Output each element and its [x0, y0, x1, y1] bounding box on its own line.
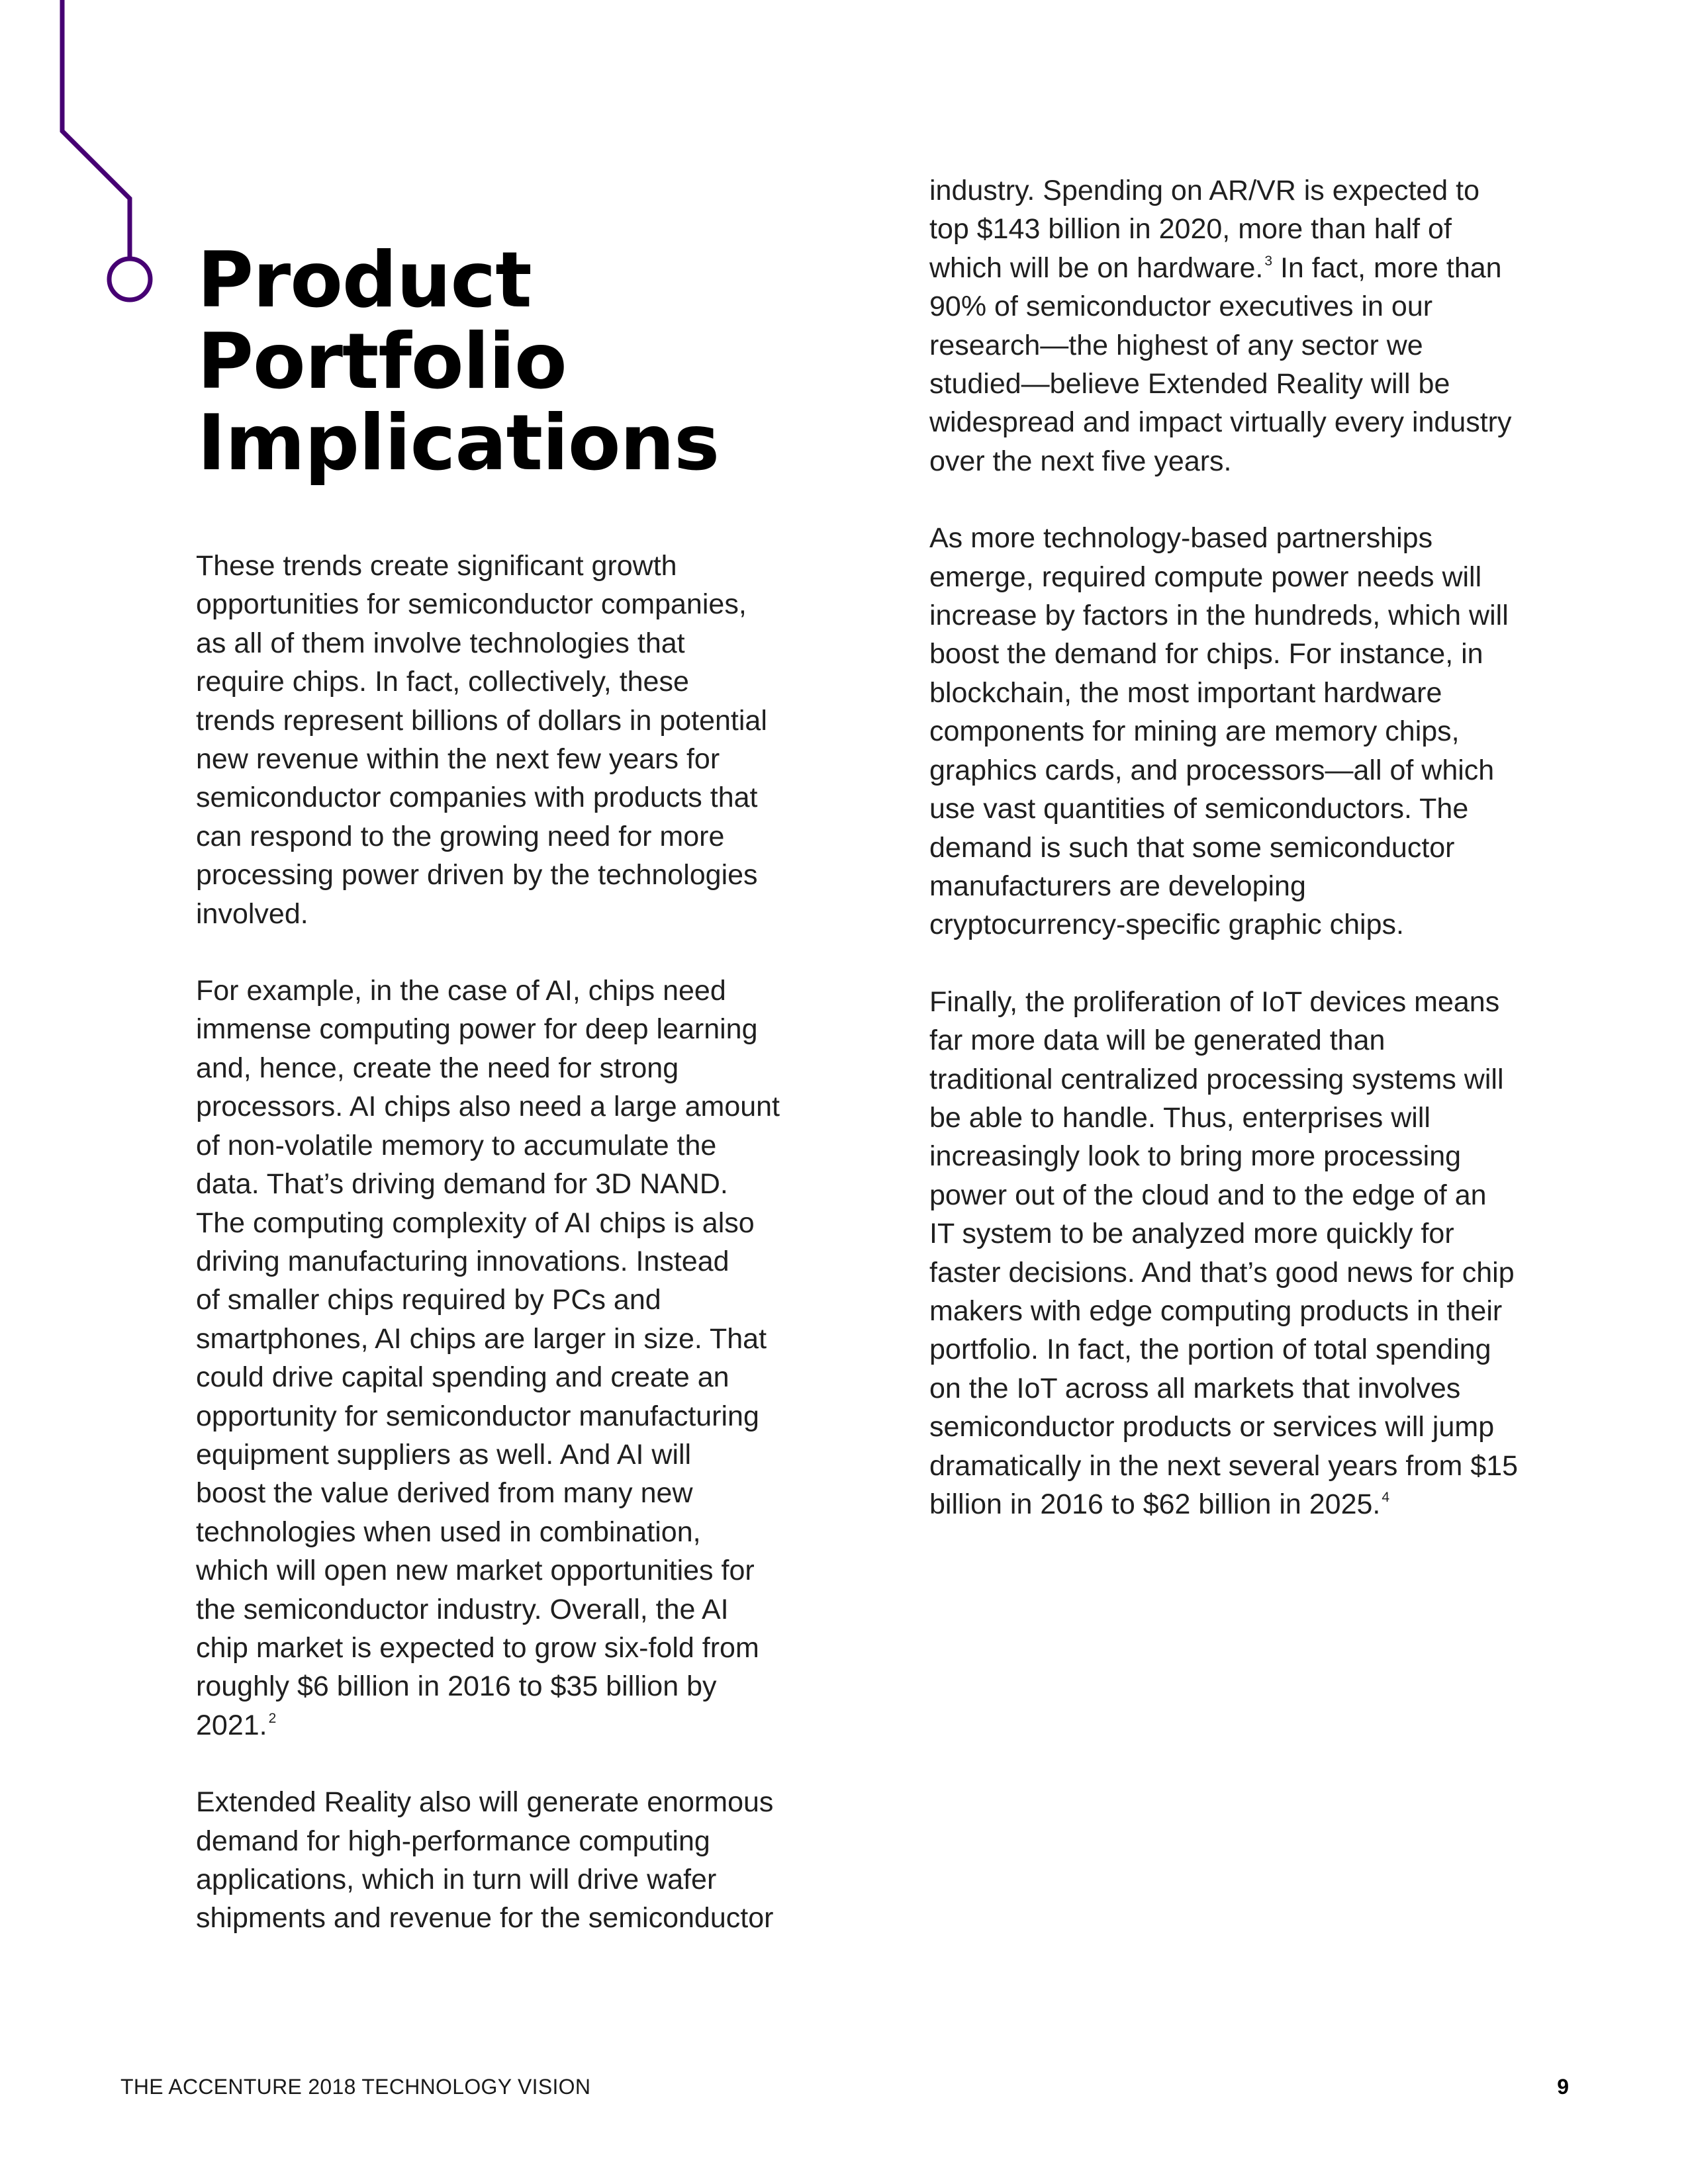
text-line: portfolio. In fact, the portion of total spending — [929, 1334, 1491, 1366]
text-line: top $143 billion in 2020, more than half of — [929, 213, 1452, 246]
text-line: manufacturers are developing — [929, 870, 1306, 902]
text-line: power out of the cloud and to the edge of an — [929, 1179, 1487, 1211]
circuit-node-icon — [109, 259, 150, 300]
paragraph-extended-reality — [196, 1783, 831, 1938]
text-line: dramatically in the next several years from $15 — [929, 1449, 1519, 1482]
text-line: far more data will be generated than — [929, 1024, 1385, 1057]
text-line: traditional centralized processing systems will — [929, 1063, 1504, 1095]
text-line: IT system to be analyzed more quickly for — [929, 1218, 1454, 1250]
text-line: As more technology-based partnerships — [929, 522, 1433, 555]
text-line-end: 2021. — [196, 1709, 267, 1741]
circuit-line-decoration — [0, 0, 172, 318]
text-line: demand is such that some semiconductor — [929, 831, 1455, 864]
text-line: of non-volatile memory to accumulate the — [196, 1129, 717, 1161]
text-line: emerge, required compute power needs will — [929, 561, 1482, 593]
text-line: smartphones, AI chips are larger in size. That — [196, 1322, 767, 1355]
text-line: boost the value derived from many new — [196, 1477, 693, 1510]
paragraph-iot-edge — [929, 983, 1565, 1524]
text-line: processing power driven by the technologies — [196, 859, 758, 891]
text-line: roughly $6 billion in 2016 to $35 billion by — [196, 1670, 717, 1703]
text-line: immense computing power for deep learning — [196, 1013, 758, 1046]
text-line: opportunities for semiconductor companies, — [196, 588, 747, 621]
text-line: applications, which in turn will drive wafer — [196, 1864, 717, 1895]
text-line: blockchain, the most important hardware — [929, 676, 1442, 709]
text-line: These trends create significant growth — [196, 550, 677, 582]
page-title — [197, 236, 793, 488]
text-line-end: billion in 2016 to $62 billion in 2025. — [929, 1488, 1381, 1520]
title-line: Product — [197, 236, 532, 325]
text-line: on the IoT across all markets that involves — [929, 1372, 1461, 1404]
text-line: cryptocurrency-specific graphic chips. — [929, 909, 1404, 941]
text-line: demand for high-performance computing — [196, 1825, 710, 1857]
text-line — [929, 249, 1565, 287]
circuit-line-icon — [62, 0, 130, 258]
text-line: use vast quantities of semiconductors. The — [929, 793, 1469, 825]
text-line: the semiconductor industry. Overall, the AI — [196, 1593, 729, 1625]
text-line: opportunity for semiconductor manufacturing — [196, 1400, 759, 1432]
paragraph-ai-chips — [196, 972, 831, 1745]
text-line: The computing complexity of AI chips is also — [196, 1206, 755, 1239]
page-number: 9 — [1557, 2075, 1569, 2099]
text-line: and, hence, create the need for strong — [196, 1052, 679, 1084]
text-line: faster decisions. And that’s good news for chip — [929, 1256, 1515, 1289]
text-line: involved. — [196, 897, 308, 930]
paragraph-ar-vr-spending — [929, 171, 1565, 480]
text-line: be able to handle. Thus, enterprises will — [929, 1101, 1430, 1134]
text-line: which will open new market opportunities for — [196, 1555, 755, 1587]
text-line: studied—believe Extended Reality will be — [929, 368, 1450, 400]
text-line: 90% of semiconductor executives in our — [929, 291, 1433, 323]
footnote-marker: 4 — [1382, 1490, 1390, 1505]
text-line: chip market is expected to grow six-fold from — [196, 1631, 759, 1664]
text-line: driving manufacturing innovations. Instead — [196, 1245, 729, 1277]
text-line: require chips. In fact, collectively, these — [196, 666, 689, 698]
text-line: could drive capital spending and create an — [196, 1361, 729, 1394]
right-column — [929, 171, 1565, 1562]
text-line: For example, in the case of AI, chips need — [196, 975, 726, 1007]
text-segment: which will be on hardware. — [929, 251, 1264, 284]
text-line: trends represent billions of dollars in potential — [196, 704, 767, 737]
title-line: Portfolio — [197, 317, 567, 406]
text-line: over the next five years. — [929, 445, 1232, 477]
paragraph-growth-opportunities — [196, 547, 831, 933]
text-line: makers with edge computing products in their — [929, 1295, 1503, 1327]
paragraph-partnerships — [929, 519, 1565, 944]
text-line: as all of them involve technologies that — [196, 627, 685, 659]
text-line: can respond to the growing need for more — [196, 820, 725, 852]
text-line — [929, 1485, 1565, 1524]
text-line: widespread and impact virtually every industry — [929, 406, 1512, 439]
text-line: new revenue within the next few years for — [196, 743, 720, 776]
text-line: increasingly look to bring more processing — [929, 1140, 1462, 1173]
text-line — [196, 1706, 831, 1745]
text-line: semiconductor companies with products that — [196, 782, 758, 814]
text-line: industry. Spending on AR/VR is expected to — [929, 175, 1480, 206]
text-line: increase by factors in the hundreds, which will — [929, 600, 1509, 632]
text-line: of smaller chips required by PCs and — [196, 1284, 661, 1316]
text-line: equipment suppliers as well. And AI will — [196, 1438, 692, 1471]
text-line: graphics cards, and processors—all of which — [929, 754, 1495, 786]
footnote-marker: 2 — [268, 1710, 277, 1726]
text-line: Finally, the proliferation of IoT devices means — [929, 985, 1500, 1018]
footnote-marker: 3 — [1264, 253, 1272, 269]
text-line: boost the demand for chips. For instance, in — [929, 638, 1483, 670]
text-line: technologies when used in combination, — [196, 1516, 701, 1548]
text-line: Extended Reality also will generate enormous — [196, 1786, 774, 1819]
title-line: Implications — [197, 398, 720, 488]
text-line: processors. AI chips also need a large amount — [196, 1091, 780, 1123]
text-line: components for mining are memory chips, — [929, 715, 1460, 748]
text-line: shipments and revenue for the semiconductor — [196, 1902, 774, 1934]
text-line: data. That’s driving demand for 3D NAND. — [196, 1168, 728, 1201]
footer-publication-title: THE ACCENTURE 2018 TECHNOLOGY VISION — [120, 2075, 591, 2099]
text-line: semiconductor products or services will jump — [929, 1411, 1495, 1443]
text-segment: In fact, more than — [1272, 251, 1502, 284]
left-column — [196, 547, 831, 1976]
text-line: research—the highest of any sector we — [929, 329, 1423, 361]
